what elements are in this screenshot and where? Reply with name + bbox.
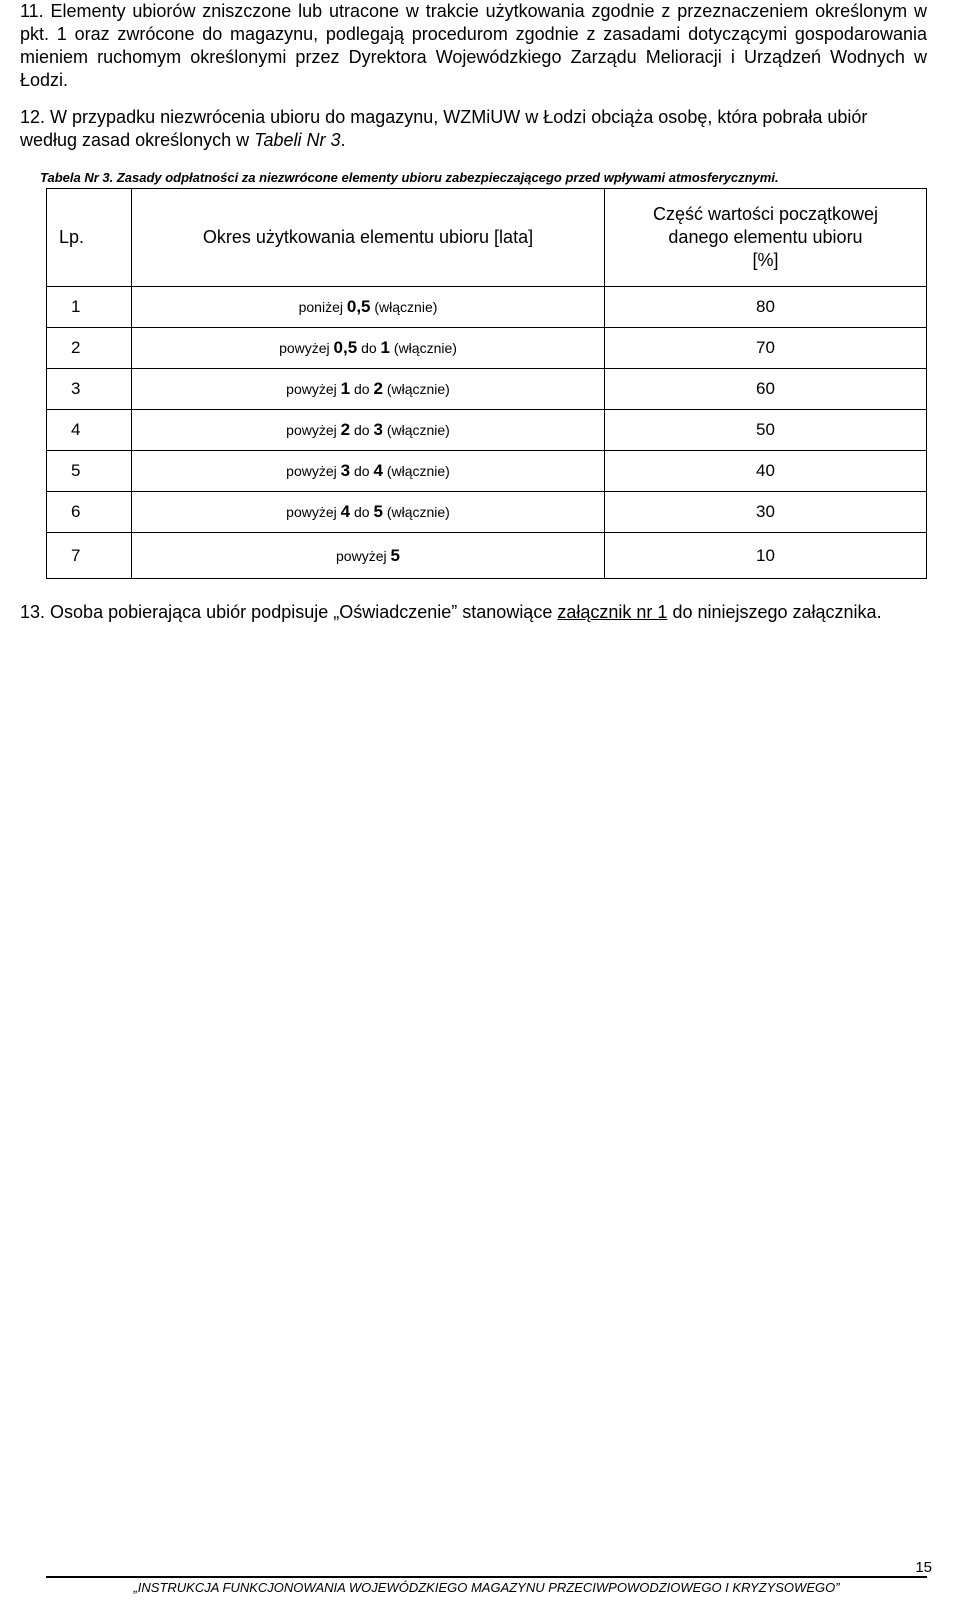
table-row (47, 451, 927, 492)
paragraph-number: 12. (20, 107, 46, 127)
table-row (47, 369, 927, 410)
table-row (47, 287, 927, 328)
okres-word: powyżej (286, 381, 337, 397)
table-row (47, 328, 927, 369)
paragraph-text-end: do niniejszego załącznika. (672, 602, 882, 622)
cell-percent: 80 (605, 287, 927, 328)
okres-word: powyżej (279, 340, 330, 356)
cell-okres (132, 328, 605, 369)
cell-lp: 3 (47, 369, 132, 410)
okres-word: powyżej (286, 422, 337, 438)
okres-value: 1 (340, 379, 351, 398)
okres-word: powyżej (336, 547, 387, 564)
okres-value: 0,5 (333, 338, 358, 357)
okres-word: do (354, 463, 370, 479)
table-row (47, 492, 927, 533)
paragraph-11 (20, 0, 927, 92)
paragraph-12 (20, 106, 927, 152)
okres-word: do (354, 381, 370, 397)
cell-lp: 2 (47, 328, 132, 369)
cell-okres (132, 369, 605, 410)
paragraph-end: . (340, 130, 346, 150)
cell-okres (132, 492, 605, 533)
okres-value: 4 (373, 461, 383, 480)
header-part-line1: Część wartości początkowej (652, 204, 879, 224)
table-row (47, 410, 927, 451)
paragraph-number: 11. (20, 1, 44, 21)
okres-value: 1 (380, 338, 391, 357)
header-lp: Lp. (47, 189, 132, 287)
cell-percent: 30 (605, 492, 927, 533)
okres-word: do (361, 340, 377, 356)
attachment-link[interactable]: załącznik nr 1 (557, 602, 668, 622)
okres-word: powyżej (286, 463, 337, 479)
cell-okres (132, 451, 605, 492)
okres-word: (włącznie) (386, 463, 450, 479)
table-row (47, 533, 927, 579)
cell-lp: 5 (47, 451, 132, 492)
okres-word: do (354, 422, 370, 438)
okres-value: 2 (340, 420, 351, 439)
okres-word: (włącznie) (386, 422, 450, 438)
okres-word: powyżej (286, 504, 337, 520)
okres-value: 3 (340, 461, 351, 480)
footer-title: „INSTRUKCJA FUNKCJONOWANIA WOJEWÓDZKIEGO MAGAZYNU PRZECIWPOWODZIOWEGO I KRYZYSOWEGO” (133, 1580, 840, 1595)
footer-divider (46, 1576, 927, 1578)
header-part-line2: danego elementu ubioru (668, 227, 863, 247)
okres-word: (włącznie) (386, 504, 450, 520)
okres-value: 5 (373, 502, 383, 521)
fee-table (46, 188, 927, 579)
cell-lp: 1 (47, 287, 132, 328)
cell-okres (132, 287, 605, 328)
cell-lp: 6 (47, 492, 132, 533)
paragraph-text: W przypadku niezwrócenia ubioru do magazynu, WZMiUW w Łodzi obciąża osobę, która pobrała ubiór według zasad określonych w (20, 107, 868, 150)
okres-word: (włącznie) (393, 340, 457, 356)
okres-value: 3 (373, 420, 383, 439)
cell-okres (132, 410, 605, 451)
header-okres: Okres użytkowania elementu ubioru [lata] (132, 189, 605, 287)
paragraph-text: Elementy ubiorów zniszczone lub utracone w trakcie użytkowania zgodnie z przeznaczeniem określonym w pkt. 1 oraz zwrócone do magazynu, podlegają procedurom zgodnie z zasadami dotyczącymi gospodarowania mieniem ruchomym określonymi przez Dyrektora Wojewódzkiego Zarządu Melioracji i Urządzeń Wodnych w Łodzi. (20, 1, 927, 90)
table-caption: Tabela Nr 3. Zasady odpłatności za niezwrócone elementy ubioru zabezpieczającego przed wpływami atmosferycznymi. (40, 170, 779, 185)
okres-value: 0,5 (346, 297, 371, 316)
cell-percent: 40 (605, 451, 927, 492)
cell-percent: 10 (605, 533, 927, 579)
okres-word: do (354, 504, 370, 520)
okres-value: 4 (340, 502, 351, 521)
okres-word: (włącznie) (386, 381, 450, 397)
cell-lp: 4 (47, 410, 132, 451)
cell-okres (132, 533, 605, 579)
cell-percent: 70 (605, 328, 927, 369)
table-reference: Tabeli Nr 3 (254, 130, 341, 150)
paragraph-number: 13. (20, 602, 46, 622)
cell-percent: 50 (605, 410, 927, 451)
paragraph-text: Osoba pobierająca ubiór podpisuje „Oświadczenie” stanowiące (50, 602, 553, 622)
table-header-row (47, 189, 927, 287)
okres-word: poniżej (298, 299, 343, 315)
okres-word: (włącznie) (374, 299, 438, 315)
okres-value: 2 (373, 379, 383, 398)
paragraph-13 (20, 601, 927, 624)
header-part (605, 189, 927, 287)
cell-lp: 7 (47, 533, 132, 579)
cell-percent: 60 (605, 369, 927, 410)
okres-value: 5 (390, 545, 400, 565)
page-number: 15 (915, 1559, 932, 1576)
header-part-line3: [%] (752, 250, 779, 270)
